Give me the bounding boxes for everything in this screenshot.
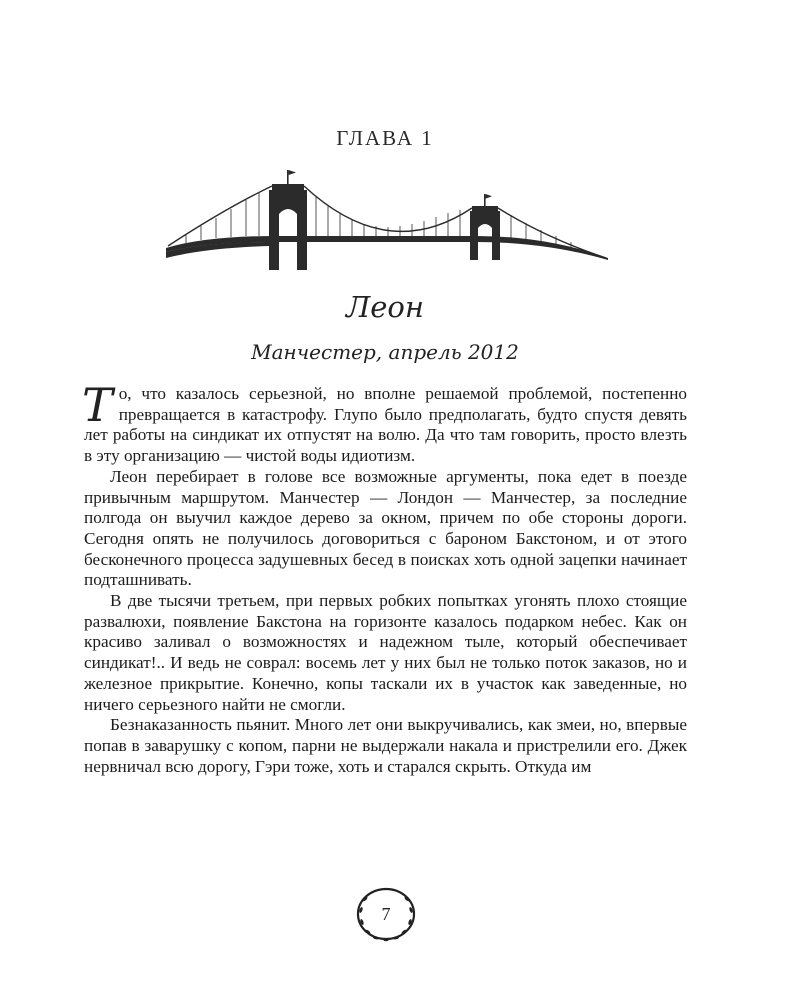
paragraph-text: о, что казалось серьезной, но вполне решаемой проблемой, постепенно превращается в катастрофу. Глупо было предполагать, будто спустя девять лет работы на синдикат их отпустят на волю. Да что там говорить, просто влезть в эту организацию — чистой воды идиотизм. (84, 384, 687, 466)
chapter-body (82, 378, 687, 777)
paragraph: Безнаказанность пьянит. Много лет они выкручивались, как змеи, но, впервые попав в заварушку с копом, парни не выдержали накала и пристрелили его. Джек нервничал всю дорогу, Гэри тоже, хоть и старался скрыть. Откуда им (84, 715, 687, 776)
chapter-label: ГЛАВА 1 (336, 126, 434, 150)
bridge-illustration (166, 168, 608, 272)
chapter-title: Леон (346, 290, 424, 324)
chapter-subtitle: Манчестер, апрель 2012 (251, 340, 519, 364)
paragraph: Леон перебирает в голове все возможные аргументы, пока едет в поезде привычным маршрутом. Манчестер — Лондон — Манчестер, за последние полгода он выучил каждое дерево за окном, причем по обе стороны дороги. Сегодня опять не получилось договориться с бароном Бакстоном, и от этого бесконечного процесса задушевных бесед в поисках хоть одной зацепки начинает подташнивать. (84, 466, 687, 590)
page-number-badge (352, 880, 420, 948)
paragraph: В две тысячи третьем, при первых робких попытках угонять плохо стоящие развалюхи, появление Бакстона на горизонте казалось подарком небес. Как он красиво заливал о возможностях и надежном тыле, который обеспечивает синдикат!.. И ведь не соврал: восемь лет у них был не только поток заказов, но и железное прикрытие. Конечно, копы таскали их в участок как заведенные, но ничего серьезного найти не смогли. (84, 591, 687, 714)
page-number: 7 (381, 904, 391, 924)
paragraph (82, 378, 687, 467)
drop-cap: Т (82, 378, 113, 432)
